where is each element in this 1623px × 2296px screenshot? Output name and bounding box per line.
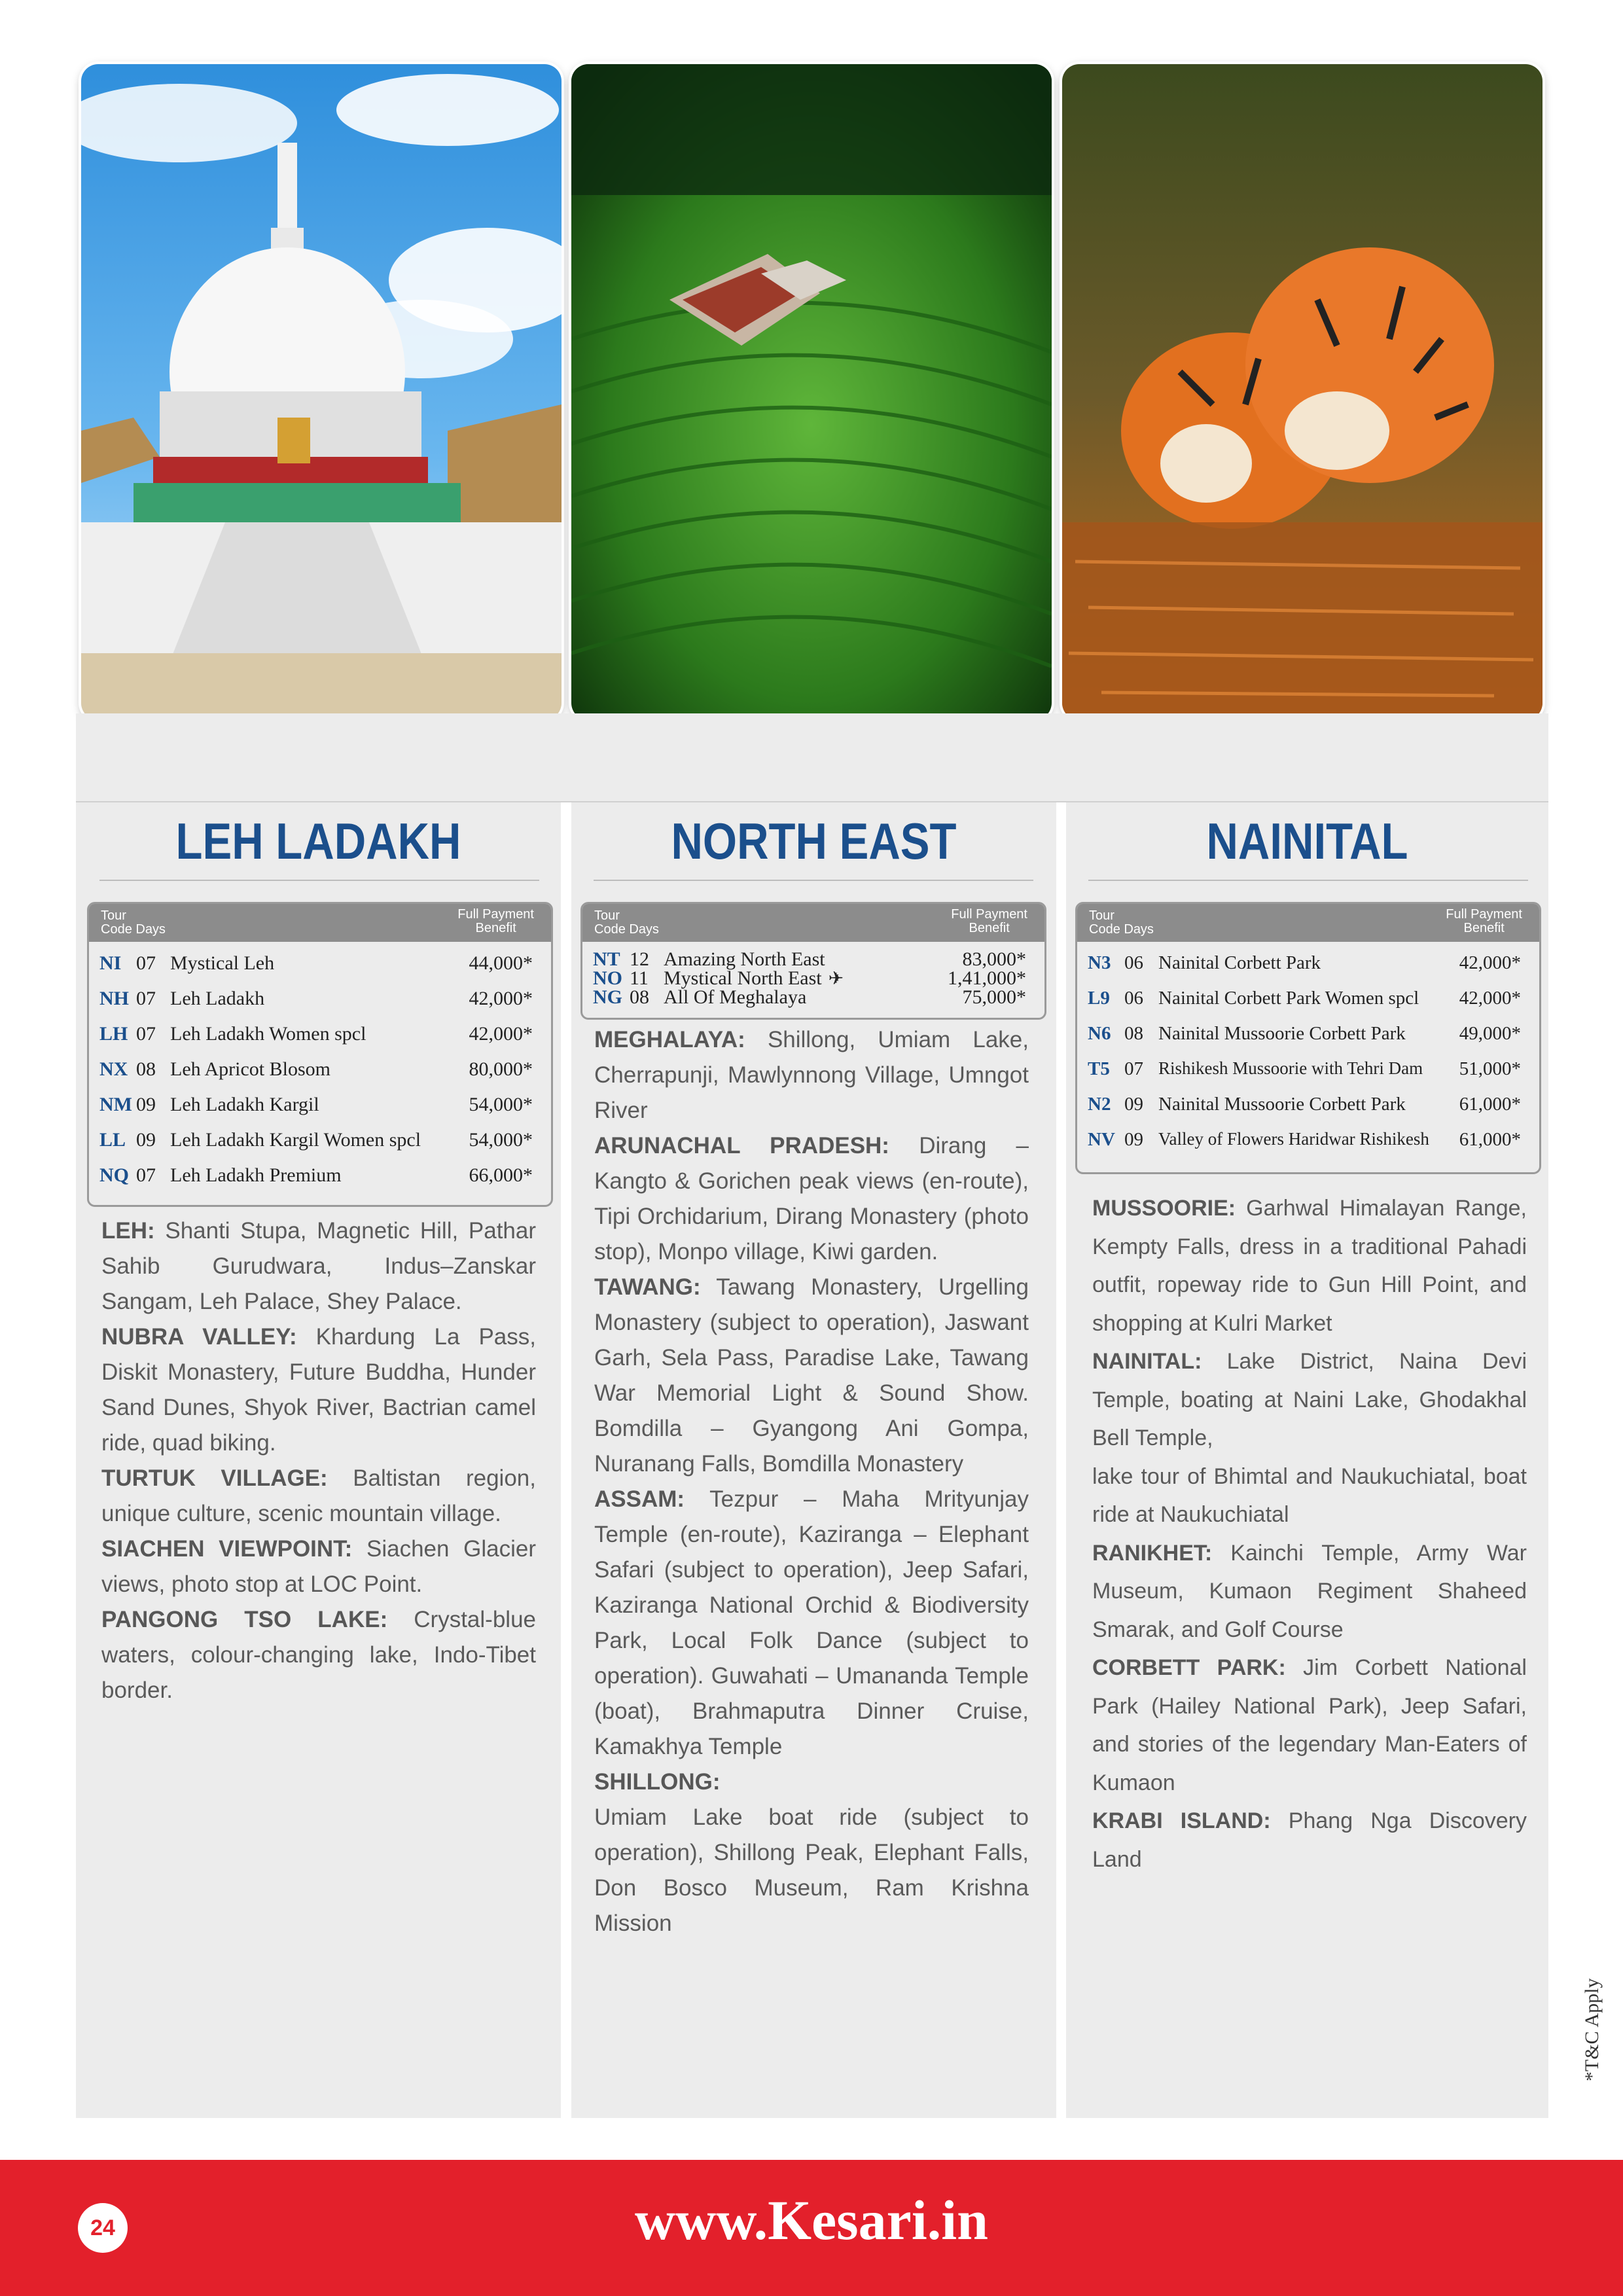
- shanti-stupa-photo: [81, 64, 562, 720]
- tour-code: LH: [99, 1023, 128, 1045]
- table-row: [89, 1126, 551, 1153]
- table-row: [89, 1056, 551, 1082]
- section-label: CORBETT PARK:: [1092, 1655, 1286, 1680]
- tour-name: All Of Meghalaya: [664, 986, 807, 1008]
- title-divider: [594, 880, 1033, 881]
- section-siachen-viewpoint: [101, 1532, 536, 1602]
- section-label: MEGHALAYA:: [594, 1027, 745, 1052]
- tour-name: Leh Ladakh Premium: [170, 1164, 342, 1186]
- section-pangong-tso-lake: [101, 1602, 536, 1708]
- section-assam: [594, 1482, 1029, 1765]
- tour-name: Leh Ladakh: [170, 988, 265, 1009]
- section-text: Dirang – Kangto & Gorichen peak views (en-route), Tipi Orchidarium, Dirang Monastery (photo stop), Monpo village, Kiwi garden.: [594, 1133, 1029, 1265]
- tour-code: NT: [593, 948, 620, 970]
- tour-name: Leh Ladakh Kargil Women spcl: [170, 1129, 421, 1151]
- section-text: Shanti Stupa, Magnetic Hill, Pathar Sahib Gurudwara, Indus–Zanskar Sangam, Leh Palace, Shey Palace.: [101, 1218, 536, 1314]
- section-leh: [101, 1213, 536, 1319]
- section-label: NUBRA VALLEY:: [101, 1324, 297, 1350]
- section-text: Lake District, Naina Devi Temple, boating at Naini Lake, Ghodakhal Bell Temple,: [1092, 1349, 1527, 1450]
- tour-days: 07: [136, 952, 156, 974]
- section-label: NAINITAL:: [1092, 1349, 1202, 1374]
- tour-name: Nainital Corbett Park Women spcl: [1158, 988, 1419, 1009]
- tour-code: N3: [1088, 952, 1111, 973]
- header-benefit-line1: Full Payment: [951, 907, 1027, 922]
- section-label: SIACHEN VIEWPOINT:: [101, 1536, 353, 1562]
- section-nainital: [1092, 1342, 1527, 1458]
- section-shillong: [594, 1765, 1029, 1800]
- header-benefit-line1: Full Payment: [1446, 907, 1522, 922]
- tour-days: 09: [136, 1094, 156, 1115]
- tour-code: T5: [1088, 1058, 1110, 1079]
- tour-name: Nainital Corbett Park: [1158, 952, 1321, 973]
- table-row: [1077, 985, 1539, 1011]
- tour-days: 08: [1124, 1023, 1143, 1044]
- table-row: [1077, 1020, 1539, 1047]
- tour-name-text: Mystical North East: [664, 967, 822, 989]
- tour-price: 75,000*: [962, 986, 1026, 1008]
- table-row: [582, 984, 1044, 1010]
- flight-icon: ✈: [828, 967, 844, 989]
- tour-days: 06: [1124, 988, 1143, 1009]
- tour-name: Valley of Flowers Haridwar Rishikesh: [1158, 1129, 1429, 1149]
- website-link[interactable]: www.Kesari.in: [635, 2189, 988, 2251]
- tour-price: 49,000*: [1459, 1023, 1521, 1044]
- tour-days: 12: [630, 948, 649, 970]
- tour-days: 07: [136, 1164, 156, 1186]
- header-code-days: [594, 909, 659, 937]
- tour-name: Leh Ladakh Kargil: [170, 1094, 319, 1115]
- header-benefit-line2: Benefit: [1463, 921, 1505, 935]
- header-band: [76, 713, 1548, 802]
- tour-code: L9: [1088, 988, 1110, 1009]
- section-text: Shillong, Umiam Lake, Cherrapunji, Mawlynnong Village, Umngot River: [594, 1027, 1029, 1123]
- table-row: [1077, 1056, 1539, 1082]
- tour-code: NH: [99, 988, 129, 1009]
- tour-price: 42,000*: [469, 1023, 533, 1045]
- section-shillong-details: [594, 1800, 1029, 1941]
- section-ranikhet: [1092, 1534, 1527, 1649]
- header-benefit-line1: Full Payment: [457, 907, 534, 922]
- tour-code: NO: [593, 967, 622, 989]
- table-header: [1077, 904, 1539, 942]
- section-label: RANIKHET:: [1092, 1540, 1213, 1566]
- header-benefit: [1446, 908, 1522, 935]
- section-text: Kainchi Temple, Army War Museum, Kumaon Regiment Shaheed Smarak, and Golf Course: [1092, 1540, 1527, 1642]
- tour-name: Rishikesh Mussoorie with Tehri Dam: [1158, 1058, 1423, 1078]
- table-row: [89, 985, 551, 1011]
- tour-code: NI: [99, 952, 122, 974]
- tour-name: Nainital Mussoorie Corbett Park: [1158, 1023, 1406, 1044]
- table-row: [1077, 1091, 1539, 1117]
- section-label: TAWANG:: [594, 1274, 701, 1300]
- table-row: [1077, 950, 1539, 976]
- tour-price: 42,000*: [1459, 952, 1521, 973]
- tour-code: NX: [99, 1058, 128, 1080]
- section-text: Umiam Lake boat ride (subject to operation), Shillong Peak, Elephant Falls, Don Bosco Museum, Ram Krishna Mission: [594, 1804, 1029, 1936]
- table-row: [89, 950, 551, 976]
- tour-days: 07: [136, 1023, 156, 1045]
- header-benefit-line2: Benefit: [475, 921, 516, 935]
- section-text: Phang Nga Discovery Land: [1092, 1808, 1527, 1872]
- tour-price: 61,000*: [1459, 1094, 1521, 1115]
- header-tour: Tour: [1089, 908, 1115, 923]
- section-label: TURTUK VILLAGE:: [101, 1465, 328, 1491]
- title-divider: [1088, 880, 1528, 881]
- tour-name: Mystical Leh: [170, 952, 275, 974]
- section-corbett-park: [1092, 1649, 1527, 1802]
- tour-name: Leh Ladakh Women spcl: [170, 1023, 366, 1045]
- tour-price: 80,000*: [469, 1058, 533, 1080]
- section-label: MUSSOORIE:: [1092, 1196, 1236, 1221]
- header-code-days-label: Code Days: [1089, 922, 1154, 937]
- tour-code: N6: [1088, 1023, 1111, 1044]
- tour-name: Leh Apricot Blosom: [170, 1058, 330, 1080]
- tour-code: NM: [99, 1094, 132, 1115]
- section-label: ARUNACHAL PRADESH:: [594, 1133, 889, 1158]
- section-label: PANGONG TSO LAKE:: [101, 1607, 388, 1632]
- tour-days: 11: [630, 967, 649, 989]
- tour-days: 07: [1124, 1058, 1143, 1079]
- terms-note: *T&C Apply: [1581, 1978, 1603, 2081]
- tour-days: 07: [136, 988, 156, 1009]
- tour-price: 1,41,000*: [948, 967, 1026, 989]
- table-row: [89, 1162, 551, 1188]
- section-text: Khardung La Pass, Diskit Monastery, Future Buddha, Hunder Sand Dunes, Shyok River, Bactrian camel ride, quad biking.: [101, 1324, 536, 1456]
- description-nainital: [1092, 1189, 1527, 1878]
- tour-table-nainital: [1075, 902, 1541, 1174]
- header-benefit: [457, 908, 534, 935]
- tea-garden-photo: [571, 64, 1052, 720]
- section-text: Garhwal Himalayan Range, Kempty Falls, dress in a traditional Pahadi outfit, ropeway ride to Gun Hill Point, and shopping at Kulri Market: [1092, 1196, 1527, 1336]
- title-north-east: NORTH EAST: [671, 812, 957, 870]
- tour-days: 08: [136, 1058, 156, 1080]
- table-row: [89, 1091, 551, 1117]
- tour-name: Amazing North East: [664, 948, 825, 970]
- title-leh-ladakh: LEH LADAKH: [175, 812, 461, 870]
- tour-code: NG: [593, 986, 622, 1008]
- tour-code: NQ: [99, 1164, 129, 1186]
- section-label: SHILLONG:: [594, 1769, 721, 1795]
- section-text: Baltistan region, unique culture, scenic mountain village.: [101, 1465, 536, 1526]
- title-nainital: NAINITAL: [1206, 812, 1408, 870]
- tour-days: 09: [1124, 1129, 1143, 1150]
- tigers-photo: [1062, 64, 1543, 720]
- tour-name: Nainital Mussoorie Corbett Park: [1158, 1094, 1406, 1115]
- table-header: [582, 904, 1044, 942]
- header-code-days: [101, 909, 166, 937]
- table-row: [89, 1020, 551, 1047]
- page-number: 24: [78, 2203, 128, 2253]
- table-header: [89, 904, 551, 942]
- section-arunachal-pradesh: [594, 1128, 1029, 1270]
- table-row: [1077, 1126, 1539, 1153]
- tour-table-leh-ladakh: [87, 902, 553, 1207]
- section-nubra-valley: [101, 1319, 536, 1461]
- section-meghalaya: [594, 1022, 1029, 1128]
- tour-code: LL: [99, 1129, 126, 1151]
- section-text: Tezpur – Maha Mrityunjay Temple (en-route), Kaziranga – Elephant Safari (subject to operation), Jeep Safari, Kaziranga National Orchid & Biodiversity Park, Local Folk Dance (subject to operation). Guwahati – Umananda Temple (boat), Brahmaputra Dinner Cruise, Kamakhya Temple: [594, 1486, 1029, 1759]
- tour-price: 54,000*: [469, 1094, 533, 1115]
- section-nainital-lakes: [1092, 1458, 1527, 1534]
- section-mussoorie: [1092, 1189, 1527, 1342]
- section-text: Siachen Glacier views, photo stop at LOC Point.: [101, 1536, 536, 1597]
- tour-price: 42,000*: [469, 988, 533, 1009]
- section-text: Tawang Monastery, Urgelling Monastery (subject to operation), Jaswant Garh, Sela Pass, Paradise Lake, Tawang War Memorial Light & Sound Show. Bomdilla – Gyangong Ani Gompa, Nuranang Falls, Bomdilla Monastery: [594, 1274, 1029, 1477]
- tour-price: 51,000*: [1459, 1058, 1521, 1079]
- tour-days: 09: [136, 1129, 156, 1151]
- section-tawang: [594, 1270, 1029, 1482]
- tour-price: 54,000*: [469, 1129, 533, 1151]
- section-text: Jim Corbett National Park (Hailey National Park), Jeep Safari, and stories of the legendary Man-Eaters of Kumaon: [1092, 1655, 1527, 1795]
- title-divider: [99, 880, 539, 881]
- description-north-east: [594, 1022, 1029, 1941]
- tour-days: 06: [1124, 952, 1143, 973]
- tour-price: 61,000*: [1459, 1129, 1521, 1150]
- section-text: lake tour of Bhimtal and Naukuchiatal, boat ride at Naukuchiatal: [1092, 1463, 1527, 1527]
- header-code-days-label: Code Days: [101, 922, 166, 937]
- header-benefit: [951, 908, 1027, 935]
- tour-price: 42,000*: [1459, 988, 1521, 1009]
- section-krabi-island: [1092, 1802, 1527, 1878]
- section-label: ASSAM:: [594, 1486, 685, 1512]
- header-code-days: [1089, 909, 1154, 937]
- tour-code: NV: [1088, 1129, 1115, 1150]
- section-text: Crystal-blue waters, colour-changing lake, Indo-Tibet border.: [101, 1607, 537, 1703]
- header-tour: Tour: [101, 908, 126, 923]
- tour-days: 09: [1124, 1094, 1143, 1115]
- tour-days: 08: [630, 986, 649, 1008]
- tour-price: 66,000*: [469, 1164, 533, 1186]
- description-leh-ladakh: [101, 1213, 536, 1708]
- section-label: KRABI ISLAND:: [1092, 1808, 1271, 1833]
- tour-code: N2: [1088, 1094, 1111, 1115]
- header-benefit-line2: Benefit: [969, 921, 1010, 935]
- tour-price: 83,000*: [962, 948, 1026, 970]
- tour-table-north-east: [580, 902, 1046, 1020]
- header-code-days-label: Code Days: [594, 922, 659, 937]
- tour-price: 44,000*: [469, 952, 533, 974]
- section-label: LEH:: [101, 1218, 155, 1244]
- section-turtuk-village: [101, 1461, 536, 1532]
- header-tour: Tour: [594, 908, 620, 923]
